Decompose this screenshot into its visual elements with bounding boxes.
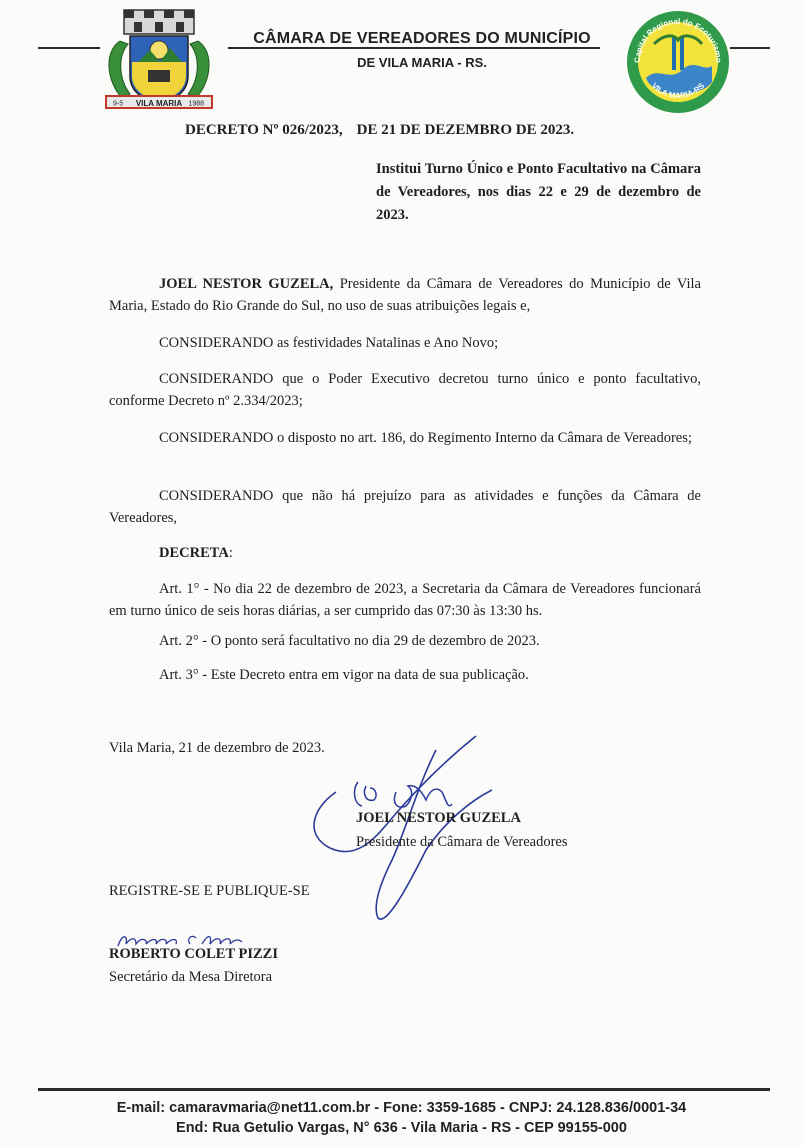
decreta-colon: :	[228, 545, 233, 561]
considerando-2: CONSIDERANDO que o Poder Executivo decretou turno único e ponto facultativo, conforme Decreto nº 2.334/2023;	[109, 371, 701, 409]
article-1: Art. 1° - No dia 22 de dezembro de 2023, a Secretaria da Câmara de Vereadores funcionará em turno único de seis horas diárias, a ser cumprido das 07:30 às 13:30 hs.	[109, 581, 701, 619]
decree-ementa: Institui Turno Único e Ponto Facultativo na Câmara de Vereadores, nos dias 22 e 29 de dezembro de 2023.	[376, 161, 701, 223]
seal-text-top: Capital Regional do Ecoturismo	[632, 16, 724, 64]
considerando-3: CONSIDERANDO o disposto no art. 186, do Regimento Interno da Câmara de Vereadores;	[159, 430, 692, 446]
considerando-1: CONSIDERANDO as festividades Natalinas e Ano Novo;	[159, 335, 499, 351]
institution-title: CÂMARA DE VEREADORES DO MUNICÍPIO	[253, 30, 591, 47]
president-role: Presidente da Câmara de Vereadores	[356, 834, 568, 850]
decree-number: DECRETO Nº 026/2023,	[185, 122, 343, 138]
crest-year-right: 1988	[188, 100, 204, 108]
place-date: Vila Maria, 21 de dezembro de 2023.	[109, 740, 325, 756]
decreta-heading	[109, 542, 701, 564]
president-name: JOEL NESTOR GUZELA	[356, 810, 521, 826]
secretary-name: ROBERTO COLET PIZZI	[109, 946, 278, 962]
seal-text-bottom: VILA MARIA-RS	[649, 81, 707, 101]
intro-paragraph	[109, 273, 701, 317]
footer-address: End: Rua Getulio Vargas, N° 636 - Vila Maria - RS - CEP 99155-000	[176, 1120, 627, 1136]
crest-name: VILA MARIA	[135, 99, 183, 108]
considerando-4: CONSIDERANDO que não há prejuízo para as atividades e funções da Câmara de Vereadores,	[109, 488, 701, 526]
decree-date: DE 21 DE DEZEMBRO DE 2023.	[356, 122, 575, 138]
article-2: Art. 2° - O ponto será facultativo no dia 29 de dezembro de 2023.	[159, 633, 540, 649]
ecotourism-seal-icon	[624, 8, 732, 116]
header-rule-left	[38, 47, 100, 49]
header-rule-right	[730, 47, 770, 49]
municipal-crest-icon	[100, 6, 218, 116]
decree-heading	[185, 122, 588, 139]
registre-publique: REGISTRE-SE E PUBLIQUE-SE	[109, 883, 310, 899]
secretary-role: Secretário da Mesa Diretora	[109, 969, 273, 985]
footer-rule	[38, 1088, 770, 1091]
president-name-intro: JOEL NESTOR GUZELA,	[159, 276, 334, 292]
president-signature-icon	[296, 730, 496, 930]
decreta-word: DECRETA	[159, 545, 229, 561]
footer-contact: E-mail: camaravmaria@net11.com.br - Fone: 3359-1685 - CNPJ: 24.128.836/0001-34	[116, 1100, 687, 1116]
institution-subtitle: DE VILA MARIA - RS.	[357, 55, 487, 70]
article-3: Art. 3° - Este Decreto entra em vigor na data de sua publicação.	[159, 667, 529, 683]
intro-text: Presidente da Câmara de Vereadores do Município de Vila Maria, Estado do Rio Grande do Sul, no uso de suas atribuições legais e,	[109, 276, 701, 314]
crest-year-left: 9-5	[113, 100, 124, 108]
